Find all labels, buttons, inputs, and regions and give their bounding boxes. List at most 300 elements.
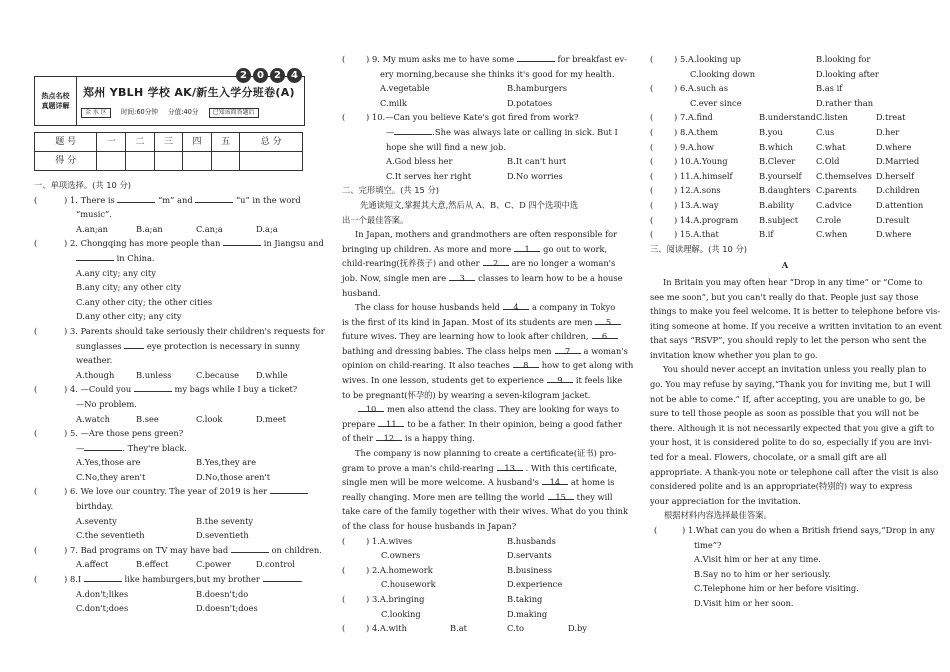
option-d[interactable]: D.No,those aren't [196,471,271,482]
option-b[interactable]: B.taking [507,593,543,604]
score-input-cell[interactable] [126,152,155,171]
cloze-blank[interactable]: 14 [542,475,568,485]
option-c[interactable]: C.don't;does [76,603,129,614]
answer-paren-close: ) [674,170,678,181]
option-b[interactable]: B.doesn't;do [196,588,249,599]
question-number: 4. [372,623,380,634]
option-d[interactable]: D.making [507,608,548,619]
options-row [342,81,612,96]
question-8 [34,572,304,587]
passage-line [342,402,620,417]
option-c[interactable]: C.us [816,126,835,137]
question-number: 6. [70,486,78,497]
cloze-blank[interactable]: 4 [503,300,529,310]
option-a[interactable]: A.don't;likes [76,588,129,599]
score-input-cell[interactable] [183,152,212,171]
options-row [342,169,612,184]
cloze-blank[interactable]: 8 [513,358,539,368]
option-c[interactable]: C.an;a [196,223,223,234]
passage-line [650,421,935,436]
section2-instruction [342,213,612,228]
passage-text: really changing. More men are telling the world [342,491,545,502]
option-d[interactable]: D.servants [507,550,552,561]
option-b[interactable]: B.husbands [507,535,556,546]
passage-text: it feels like [575,375,623,386]
passage-text: go out to work, [543,243,608,254]
option-b[interactable]: B.ability [759,199,794,210]
option-c[interactable]: C.what [816,141,846,152]
question-number: 4. [70,384,78,395]
answer-paren-close: ) [674,112,678,123]
option-d[interactable]: D.looking after [816,68,879,79]
passage-text: your host, it is considered polite to do so, especially if you are invi- [650,437,932,448]
passage-line [650,450,920,465]
option-d[interactable]: D.attention [876,199,924,210]
option-c[interactable]: C.looking [381,608,421,619]
option-b[interactable]: B.Yes,they are [196,457,257,468]
question-text: eye protection is necessary in sunny [146,340,300,351]
question-text: There is [80,194,115,205]
answer-paren-open: ( [34,238,38,249]
reading-instruction [650,508,920,523]
answer-paren-open: ( [342,112,346,123]
answer-paren-open: ( [342,623,346,634]
option-a[interactable]: A.wives [379,535,413,546]
passage-line [650,465,939,480]
option-a[interactable]: A.any city; any city [76,267,156,278]
option-d[interactable]: D.result [876,214,910,225]
option-c[interactable]: C.housework [381,579,436,590]
option-b[interactable]: B.hamburgers [507,83,567,94]
passage-line [650,275,923,290]
option-d[interactable]: D.Married [876,156,920,167]
option-c[interactable]: C.advice [816,199,852,210]
option-c[interactable]: C.Telephone him or her before visiting. [694,583,859,594]
passage-text: are no longer a woman's [511,258,616,269]
option-a[interactable]: 11.A.himself [680,170,733,181]
question-text: in China. [116,252,155,263]
question-text: hope she will find a new job. [386,141,506,152]
question-text: “music”. [76,209,112,220]
passage-text: not be able to come.” If, after accepting, you are unable to go, be [650,393,926,404]
option-b[interactable]: B.It can't hurt [507,156,567,167]
answer-paren-close: ) [64,384,68,395]
cloze-q11 [650,169,920,184]
passage-text: future wives. They are learning how to look after children, [342,331,589,342]
passage-line [650,392,926,407]
option-b[interactable]: B.the seventy [196,515,254,526]
passage-line [342,300,616,315]
option-d[interactable]: D.treat [876,112,906,123]
cloze-q5 [650,52,920,67]
question-text: “m” and [158,194,193,205]
option-a[interactable]: 5.A.looking up [680,54,741,64]
options-row [650,96,920,111]
answer-blank[interactable] [117,193,155,203]
answer-paren-close: ) [674,141,678,152]
question-text: on children. [271,544,322,555]
passage-text: classes to learn how to be a house [478,272,623,283]
cloze-blank[interactable]: 6 [592,329,618,339]
cloze-blank[interactable]: 5 [595,315,621,325]
score-input-cell[interactable] [211,152,240,171]
question-line [34,207,304,222]
option-d[interactable]: D.experience [507,579,563,590]
option-c[interactable]: C.themselves [816,170,872,181]
badge-top-text: 热点名校 [41,92,70,100]
question-text: Bad programs on TV may have bad [80,544,229,555]
score-cell: 一 [97,133,126,152]
cloze-blank[interactable]: 2 [483,256,509,266]
answer-paren-open: ( [34,574,38,585]
question-line [34,353,304,368]
answer-paren-open: ( [650,54,654,64]
options-row [342,577,612,592]
passage-text: a woman's [583,345,628,356]
cloze-blank[interactable]: 9 [547,373,573,383]
option-a[interactable]: 14.A.program [680,214,739,225]
question-text: I [77,574,82,585]
answer-paren-close: ) [674,54,678,64]
option-row [34,309,304,324]
passage-text: iting someone at home. If you receive a written invitation to an event [650,320,942,331]
passage-text: You should never accept an invitation unless you really plan to [663,364,927,375]
option-d[interactable]: D.where [876,229,912,240]
option-c[interactable]: C.power [196,559,231,570]
option-d[interactable]: D.children [876,185,920,196]
cloze-q10 [650,154,920,169]
answer-paren-open: ( [342,54,346,64]
cloze-q9 [650,140,920,155]
option-c[interactable]: C.looking down [690,68,756,79]
question-text: Chongqing has more people than [80,238,221,249]
question-line [342,67,615,82]
question-line [342,140,612,155]
passage-text: how to get along with [541,360,634,371]
answer-blank[interactable] [124,339,144,349]
option-b[interactable]: B.understand [759,112,816,123]
option-a[interactable]: 8.A.them [680,126,719,137]
answer-blank[interactable] [134,382,172,392]
option-c[interactable]: C.parents [816,185,857,196]
option-c[interactable]: C.milk [380,97,407,108]
option-c[interactable]: C.because [196,369,240,380]
answer-paren-close: ) [674,83,678,94]
option-b[interactable]: B.subject [759,214,799,225]
answer-paren-close: ) [64,325,68,336]
time-info: 时间:60分钟 [120,108,158,116]
answer-paren-open: ( [654,525,658,535]
option-a[interactable]: A.Yes,those are [76,457,141,468]
option-b[interactable]: B.at [450,623,468,634]
cloze-blank[interactable]: 10 [358,402,384,412]
column-1 [34,0,325,616]
option-a[interactable]: A.seventy [76,515,117,526]
answer-blank[interactable] [394,125,432,135]
option-b[interactable]: B.Clever [759,156,796,167]
question-9 [342,52,627,67]
year-digit: 2 [270,68,285,83]
answer-blank[interactable] [76,251,114,261]
passage-text: go. You may refuse by saying,“Thank you for inviting me, but I will [650,379,931,390]
option-a[interactable]: A.though [76,369,115,380]
answer-paren-close: ) [674,185,678,196]
header-box [34,76,305,126]
year-badge [236,68,302,83]
option-b[interactable]: B.you [759,126,783,137]
option-b[interactable]: B.business [507,564,553,575]
option-b[interactable]: B.any city; any other city [76,282,182,293]
answer-paren-close: ) [366,623,370,634]
question-number: 1. [688,525,696,535]
cloze-blank[interactable]: 11 [378,417,404,427]
option-c[interactable]: C.to [507,623,525,634]
question-text: .She was always late or calling in sick. But I [432,126,618,137]
district-tag: 金 水 区 [81,108,111,118]
question-4 [34,382,304,397]
option-d[interactable]: D.meet [256,413,287,424]
answer-blank[interactable] [231,543,269,553]
option-d[interactable]: D.herself [876,170,915,181]
option-a[interactable]: A.an;an [76,223,109,234]
answer-blank[interactable] [84,441,122,451]
question-2 [34,236,324,251]
score-input-cell[interactable] [97,152,126,171]
option-b[interactable]: B.if [759,229,774,240]
option-c[interactable]: C.Old [816,156,840,167]
option-a[interactable]: 12.A.sons [680,185,721,196]
passage-label: A [781,260,789,271]
option-c[interactable]: C.any other city; the other cities [76,296,213,307]
instruction-text: 先通读短文,掌握其大意,然后从 A、B、C、D 四个选项中选 [360,199,579,210]
badge-bottom-text: 真题详解 [41,102,70,110]
answer-paren-close: ) [64,574,68,585]
option-d[interactable]: D.her [876,126,900,137]
passage-text: The class for house husbands held [355,302,500,313]
option-b[interactable]: B.a;an [136,223,163,234]
cloze-q14 [650,213,920,228]
cloze-blank[interactable]: 1 [514,242,540,252]
header-badge [35,77,77,125]
option-a[interactable]: A.with [379,623,407,634]
passage-text: In Britain you may often hear “Drop in any time” or “Come to [663,276,923,287]
option-c[interactable]: C.ever since [690,97,742,108]
question-text: in Jiangsu and [263,238,324,249]
options-row [342,96,612,111]
answer-paren-close: ) [366,54,370,64]
question-number: 10. [372,112,386,123]
answer-paren-close: ) [64,428,68,439]
cloze-q6 [650,81,920,96]
cloze-options-list [650,52,924,242]
option-c[interactable]: C.when [816,229,848,240]
passage-line [650,333,927,348]
option-b[interactable]: B.effect [136,559,169,570]
passage-text: at home is [570,477,615,488]
option-row [650,581,920,596]
option-b[interactable]: B.see [136,413,159,424]
score-cell: 总 分 [240,133,303,152]
option-a[interactable]: 15.A.that [680,229,719,240]
passage-text: they will [576,491,613,502]
passage-text: your appreciation for the invitation. [650,495,801,506]
answer-blank[interactable] [263,572,301,582]
option-c[interactable]: C.It serves her right [386,170,472,181]
passage-text: there. Although it is not necessarily expected that you give a gift to [650,422,935,433]
question-text: —Are those pens green? [80,428,184,439]
cloze-blank[interactable]: 7 [555,344,581,354]
passage-text: appropriate. A thank-you note or telephone call after the visit is also [650,466,939,477]
score-input-cell[interactable] [154,152,183,171]
option-d[interactable]: D.by [568,623,587,634]
passage-text: . With this certificate, [525,462,618,473]
option-b[interactable]: B.looking for [816,54,871,64]
question-text: —No problem. [76,398,137,409]
option-c[interactable]: C.listen [816,112,848,123]
option-a[interactable]: A.affect [76,559,109,570]
option-b[interactable]: B.as if [816,83,843,94]
question-text: sunglasses [76,340,122,351]
options-row [34,470,304,485]
answer-blank[interactable] [84,572,122,582]
option-b[interactable]: B.yourself [759,170,802,181]
passage-line [342,271,623,286]
option-d[interactable]: D.while [256,369,288,380]
score-input-cell[interactable] [240,152,303,171]
answer-paren-close: ) [674,229,678,240]
passage-text: ted for a meal. Flowers, chocolate, or a small gift are all [650,452,887,463]
option-a[interactable]: 10.A.Young [680,156,728,167]
score-cell: 二 [126,133,155,152]
option-d[interactable]: D.seventieth [196,530,249,541]
option-a[interactable]: 7.A.find [680,112,713,123]
passage-text: that says “RSVP”, you should reply to let the person who sent the [650,335,927,346]
cloze-blank[interactable]: 3 [449,271,475,281]
answer-paren-close: ) [674,199,678,210]
year-digit: 0 [253,68,268,83]
answer-blank[interactable] [517,52,555,62]
question-number: 8. [70,574,78,585]
passage-text: of the class for house husbands in Japan? [342,521,517,531]
question-number: 1. [70,194,78,205]
question-5 [34,426,304,441]
option-c[interactable]: C.owners [381,550,421,561]
option-a[interactable]: A.Visit him or her at any time. [694,554,821,565]
option-c[interactable]: C.No,they aren't [76,471,146,482]
option-d[interactable]: D.rather than [816,97,874,108]
option-a[interactable]: A.homework [379,564,433,575]
option-c[interactable]: C.the seventieth [76,530,145,541]
passage-text: is a happy thing. [404,433,475,444]
answer-paren-open: ( [342,535,346,546]
question-number: 2. [372,564,380,575]
option-b[interactable]: B.Say no to him or her seriously. [694,568,831,579]
option-a[interactable]: 9.A.how [680,141,714,152]
extra-tag: 已知该简答题后 [209,108,259,118]
question-line [342,125,618,140]
question-text: . [300,574,304,585]
option-b[interactable]: B.daughters [759,185,811,196]
answer-paren-close: ) [64,238,68,249]
passage-line [342,256,616,271]
question-number: 3. [372,593,380,604]
cloze-q8 [650,125,920,140]
answer-paren-close: ) [674,214,678,225]
passage-text: men also attend the class. They are looking for ways to [387,404,620,415]
answer-blank[interactable] [223,236,261,246]
cloze-blank[interactable]: 15 [548,490,574,500]
question-number: 3. [70,325,78,336]
option-c[interactable]: C.role [816,214,842,225]
answer-blank[interactable] [270,484,308,494]
answer-paren-close: ) [366,593,370,604]
option-d[interactable]: D.doesn't;does [196,603,258,614]
question-text: — [386,126,395,137]
passage-line [650,319,942,334]
option-d[interactable]: D.control [256,559,295,570]
question-number: 5. [70,428,78,439]
passage-line [342,242,612,257]
options-row [342,154,612,169]
column-3 [650,52,942,611]
column-2 [342,52,634,636]
option-b[interactable]: B.which [759,141,793,152]
answer-paren-close: ) [64,544,68,555]
option-a[interactable]: A.watch [76,413,111,424]
passage-text: is the first of its kind in Japan. Most of its students are men [342,316,593,327]
cloze-blank[interactable]: 12 [376,431,402,441]
option-a[interactable]: A.bringing [379,593,425,604]
option-a[interactable]: A.vegetable [380,83,430,94]
option-a[interactable]: 13.A.way [680,199,719,210]
option-d[interactable]: D.any other city; any city [76,311,182,322]
option-b[interactable]: B.unless [136,369,172,380]
option-d[interactable]: D.Visit him or her soon. [694,597,794,608]
answer-paren-open: ( [650,112,654,123]
score-cell: 五 [211,133,240,152]
question-text: weather. [76,355,113,366]
option-a[interactable]: 6.A.such as [680,83,728,94]
question-line [650,538,920,553]
option-d[interactable]: D.No worries [507,170,563,181]
cloze-q13 [650,198,924,213]
question-7 [34,543,322,558]
passage-text: job. Now, single men are [342,272,447,283]
answer-paren-close: ) [366,112,370,123]
answer-blank[interactable] [195,193,233,203]
question-text: time”? [694,539,722,550]
score-cell: 四 [183,133,212,152]
question-text: for breakfast ev- [557,54,627,64]
answer-paren-open: ( [650,126,654,137]
options-row [34,601,304,616]
passage-line [342,417,622,432]
score-info: 分值:40分 [168,108,199,116]
cloze-blank[interactable]: 13 [497,461,523,471]
score-cell: 三 [154,133,183,152]
passage-line [342,358,634,373]
question-number: 9. [372,54,380,64]
option-d[interactable]: D.where [876,141,912,152]
passage-line [342,344,628,359]
option-a[interactable]: A.God bless her [386,156,453,167]
option-c[interactable]: C.look [196,413,223,424]
passage-text: gram to prove a man's child-rearing [342,462,494,473]
cloze-q1 [342,534,612,549]
option-d[interactable]: D.a;a [256,223,278,234]
question-10 [342,110,612,125]
option-d[interactable]: D.potatoes [507,97,553,108]
